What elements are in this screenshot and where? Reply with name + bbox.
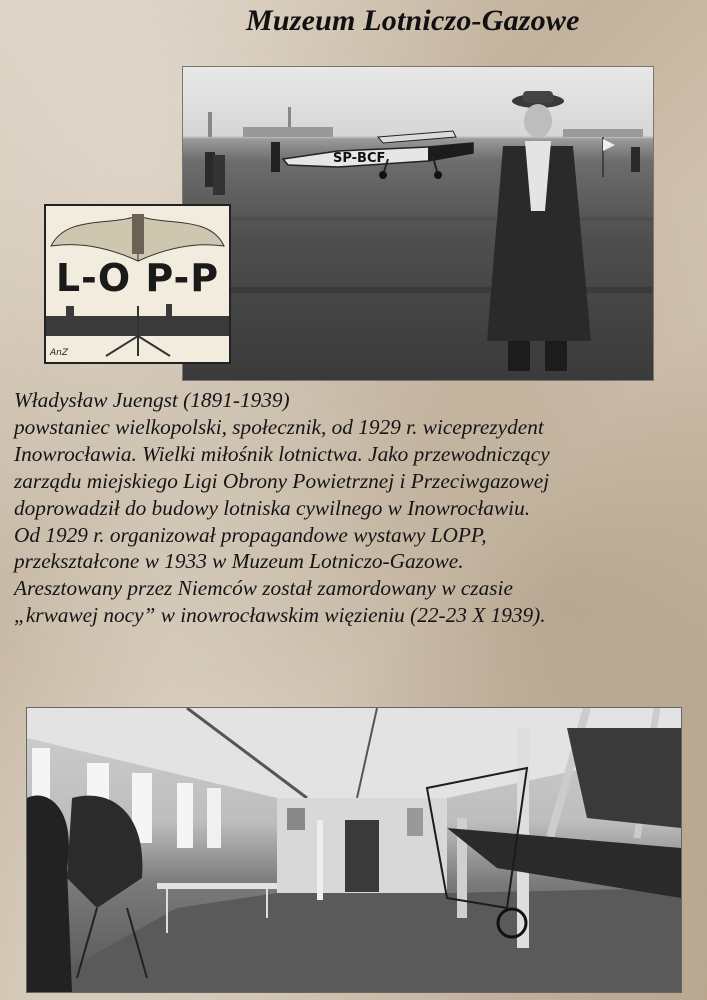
bio-line: „krwawej nocy” w inowrocławskim więzieniu (22-23 X 1939). — [14, 603, 546, 628]
museum-interior-scene — [27, 708, 681, 992]
bio-line: Inowrocławia. Wielki miłośnik lotnictwa. Jako przewodniczący — [14, 441, 550, 466]
bio-line: doprowadził do budowy lotniska cywilnego w Inowrocławiu. — [14, 495, 531, 520]
bio-line: Władysław Juengst (1891-1939) — [14, 388, 290, 412]
lopp-letters: L-O P-P — [55, 256, 220, 300]
aircraft-icon — [278, 129, 478, 179]
bio-line: przekształcone w 1933 w Muzeum Lotniczo-Gazowe. — [14, 549, 464, 574]
logo-signature: AnZ — [50, 348, 69, 358]
bio-line: Od 1929 r. organizował propagandowe wystawy LOPP, — [14, 522, 487, 547]
biography-text — [14, 387, 704, 629]
page-title: Muzeum Lotniczo-Gazowe — [246, 4, 580, 37]
bio-line: powstaniec wielkopolski, społecznik, od 1929 r. wiceprezydent — [14, 414, 544, 439]
airfield-photo — [182, 66, 654, 381]
museum-hall-photo — [26, 707, 682, 993]
aircraft-registration: SP-BCF — [333, 151, 386, 166]
lopp-logo — [44, 204, 231, 364]
bio-line: zarządu miejskiego Ligi Obrony Powietrznej i Przeciwgazowej — [14, 468, 550, 493]
man-figure — [483, 91, 593, 376]
bio-line: Aresztowany przez Niemców został zamordowany w czasie — [14, 576, 513, 601]
